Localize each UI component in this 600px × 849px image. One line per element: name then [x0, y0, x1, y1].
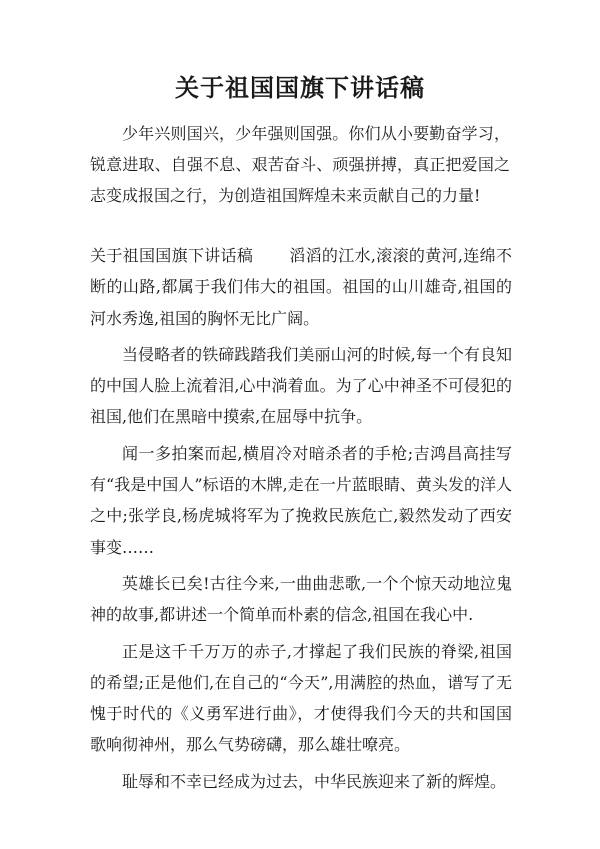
body-paragraph-4: 英雄长已矣!古往今来,一曲曲悲歌,一个个惊天动地泣鬼神的故事,都讲述一个简单而朴素的信念,祖国在我心中.	[90, 573, 512, 625]
speech-body	[90, 240, 512, 802]
inline-title: 关于祖国国旗下讲话稿	[90, 246, 254, 265]
body-paragraph-1-text: 滔滔的江水,滚滚的黄河,连绵不断的山路,都属于我们伟大的祖国。祖国的山川雄奇,祖国的河水秀逸,祖国的胸怀无比广阔。	[90, 246, 512, 328]
body-paragraph-3: 闻一多拍案而起,横眉冷对暗杀者的手枪;吉鸿昌高挂写有“我是中国人”标语的木牌,走在一片蓝眼睛、黄头发的洋人之中;张学良,杨虎城将军为了挽救民族危亡,毅然发动了西安事变……	[90, 443, 512, 557]
body-paragraph-2: 当侵略者的铁碲践踏我们美丽山河的时候,每一个有良知的中国人脸上流着泪,心中淌着血。为了心中神圣不可侵犯的祖国,他们在黑暗中摸索,在屈辱中抗争。	[90, 344, 512, 427]
intro-paragraph: 少年兴则国兴，少年强则国强。你们从小要勤奋学习，锐意进取、自强不息、艰苦奋斗、顽强拼搏，真正把爱国之志变成报国之行，为创造祖国辉煌未来贡献自己的力量!	[90, 124, 510, 205]
document-title: 关于祖国国旗下讲话稿	[175, 73, 425, 102]
body-paragraph-5: 正是这千千万万的赤子,才撑起了我们民族的脊梁,祖国的希望;正是他们,在自己的“今天”,用满腔的热血，谱写了无愧于时代的《义勇军进行曲》，才使得我们今天的共和国国歌响彻神州，那么气势磅礴，那么雄壮嘹亮。	[90, 641, 512, 755]
body-paragraph-6: 耻辱和不幸已经成为过去，中华民族迎来了新的辉煌。	[122, 771, 507, 791]
body-paragraph-1	[90, 240, 512, 334]
